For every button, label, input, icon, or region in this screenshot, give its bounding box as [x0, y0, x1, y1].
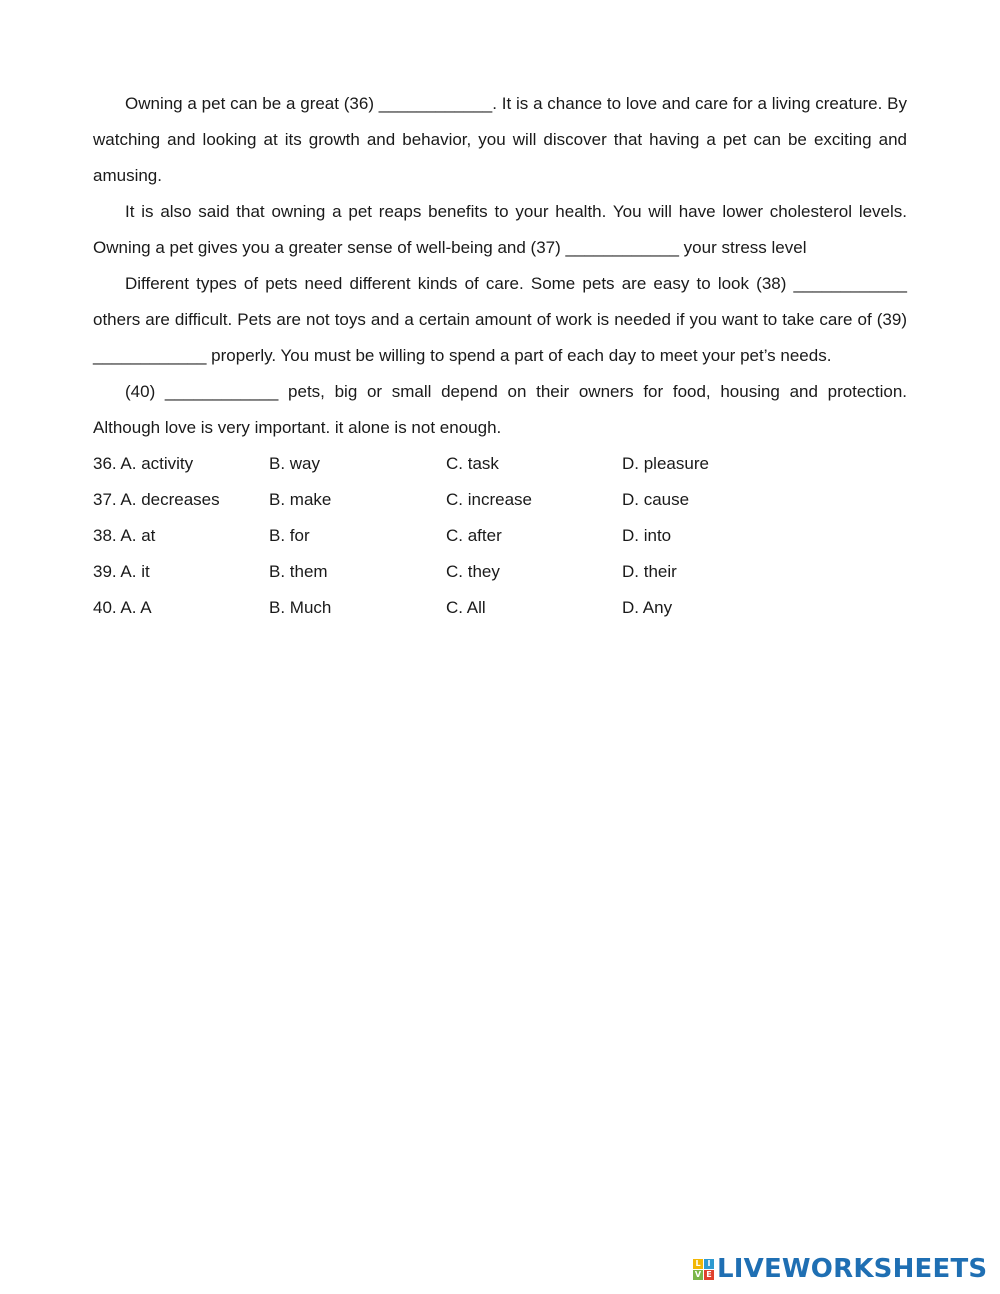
liveworksheets-brand: [693, 1254, 987, 1284]
option-a[interactable]: 40. A. A: [93, 598, 152, 617]
passage-paragraph-2: It is also said that owning a pet reaps benefits to your health. You will have lower cholesterol levels. Owning a pet gives you a greater sense of well-being and (37) ____________ your stress level: [93, 202, 907, 257]
option-a[interactable]: 38. A. at: [93, 526, 156, 545]
question-row-39: [93, 554, 907, 590]
passage-paragraph-3: Different types of pets need different kinds of care. Some pets are easy to look (38) ____________ others are difficult. Pets are not toys and a certain amount of work is needed if you want to take care of (39) ____________ properly. You must be willing to spend a part of each day to meet your pet’s needs.: [93, 274, 907, 365]
option-d[interactable]: D. into: [622, 526, 672, 545]
liveworksheets-logo-icon: [693, 1259, 714, 1280]
option-d[interactable]: D. pleasure: [622, 454, 709, 473]
option-d[interactable]: D. cause: [622, 490, 690, 509]
option-c[interactable]: C. after: [446, 526, 502, 545]
reading-passage: [93, 86, 907, 446]
answer-options: [93, 446, 907, 626]
question-row-37: [93, 482, 907, 518]
option-a[interactable]: 39. A. it: [93, 562, 150, 581]
logo-letter-i: I: [704, 1259, 714, 1269]
option-a[interactable]: 37. A. decreases: [93, 490, 220, 509]
option-b[interactable]: B. for: [269, 526, 310, 545]
brand-wordmark: LIVEWORKSHEETS: [717, 1254, 988, 1284]
option-b[interactable]: B. them: [269, 562, 328, 581]
passage-paragraph-4: (40) ____________ pets, big or small depend on their owners for food, housing and protection. Although love is very important. it alone is not enough.: [93, 382, 907, 437]
option-b[interactable]: B. Much: [269, 598, 332, 617]
option-c[interactable]: C. All: [446, 598, 486, 617]
logo-letter-l: L: [693, 1259, 703, 1269]
logo-letter-e: E: [704, 1270, 714, 1280]
question-row-40: [93, 590, 907, 626]
option-a[interactable]: 36. A. activity: [93, 454, 194, 473]
option-c[interactable]: C. they: [446, 562, 500, 581]
question-row-38: [93, 518, 907, 554]
worksheet-page: [93, 86, 907, 626]
passage-paragraph-1: Owning a pet can be a great (36) ____________. It is a chance to love and care for a living creature. By watching and looking at its growth and behavior, you will discover that having a pet can be exciting and amusing.: [93, 94, 907, 185]
option-d[interactable]: D. Any: [622, 598, 673, 617]
option-c[interactable]: C. increase: [446, 490, 532, 509]
option-b[interactable]: B. way: [269, 454, 321, 473]
logo-letter-v: V: [694, 1269, 702, 1279]
question-row-36: [93, 446, 907, 482]
option-d[interactable]: D. their: [622, 562, 677, 581]
option-b[interactable]: B. make: [269, 490, 332, 509]
option-c[interactable]: C. task: [446, 454, 499, 473]
